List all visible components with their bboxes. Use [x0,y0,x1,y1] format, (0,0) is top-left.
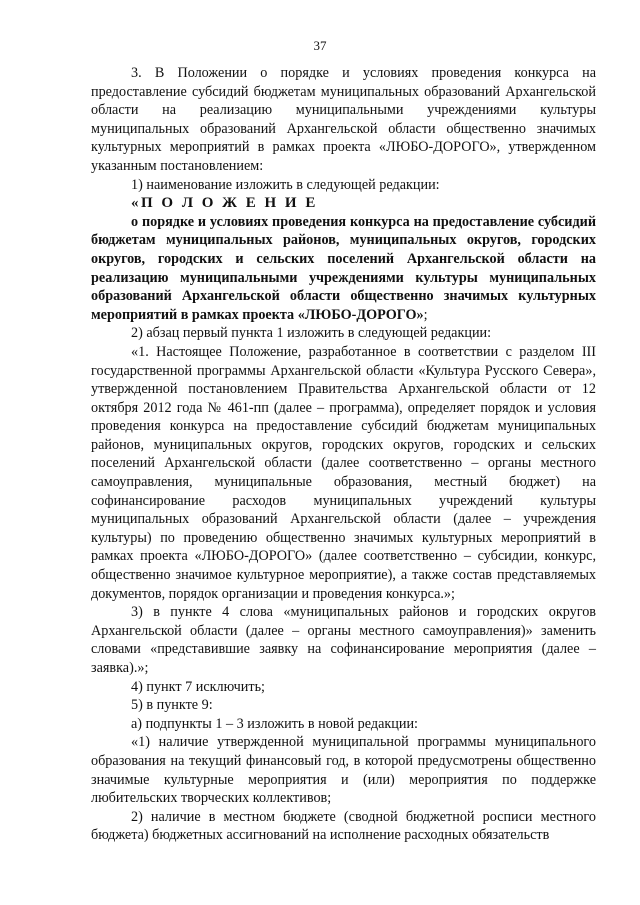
regulation-heading [91,194,596,324]
paragraph-subitem-2: 2) абзац первый пункта 1 изложить в следующей редакции: [131,325,492,342]
paragraph-subitem-4: 4) пункт 7 исключить; [131,678,265,695]
document-body [91,64,596,845]
heading-tail: ; [423,306,428,323]
paragraph-item-3: 3. В Положении о порядке и условиях проведения конкурса на предоставление субсидий бюджетам муниципальных образований Архангельской области на реализацию муниципальными учреждениями культуры муниципальных образований Архангельской области общественно значимых культурных мероприятий в рамках проекта «ЛЮБО-ДОРОГО», утвержденном указанным постановлением: [91,65,596,174]
paragraph-condition-2: 2) наличие в местном бюджете (сводной бюджетной росписи местного бюджета) бюджетных ассигнований на исполнение расходных обязательств [91,808,596,844]
heading-body [91,213,596,325]
page-number: 37 [313,38,327,53]
paragraph-subitem-3: 3) в пункте 4 слова «муниципальных районов и городских округов Архангельской области (далее – органы местного самоуправления)» заменить словами «представившие заявку на софинансирование мероприятия (далее – заявка).»; [91,604,596,676]
paragraph-subitem-1: 1) наименование изложить в следующей редакции: [131,176,440,193]
heading-title: «П О Л О Ж Е Н И Е [131,195,318,212]
paragraph-point-1-text: «1. Настоящее Положение, разработанное в соответствии с разделом III государственной программы Архангельской области «Культура Русского Севера», утвержденной постановлением Правительства Архангельской области от 12 октября 2012 года № 461-пп (далее – программа), определяет порядок и условия проведения конкурса на предоставление субсидий бюджетам муниципальных районов, муниципальных округов, городских округов, городских и сельских поселений Архангельской области (далее соответственно – органы местного самоуправления, муниципальные образования, местный бюджет) на софинансирование расходов муниципальных учреждений культуры муниципальных образований Архангельской области (далее – учреждения культуры) по проведению общественно значимых культурных мероприятий в рамках проекта «ЛЮБО-ДОРОГО» (далее соответственно – субсидии, конкурс, общественно значимое культурное мероприятие), а также состав представляемых документов, порядок организации и проведения конкурса.»; [91,343,596,602]
paragraph-subitem-a: а) подпункты 1 – 3 изложить в новой редакции: [131,715,418,732]
paragraph-condition-1: «1) наличие утвержденной муниципальной программы муниципального образования на текущий финансовый год, в которой предусмотрены общественно значимые культурные мероприятия и (или) мероприятия по поддержке любительских творческих коллективов; [91,734,596,807]
paragraph-subitem-5: 5) в пункте 9: [131,697,213,714]
heading-body-text: о порядке и условиях проведения конкурса на предоставление субсидий бюджетам муниципальных районов, муниципальных округов, городских округов, городских и сельских поселений Архангельской области на реализацию муниципальными учреждениями культуры муниципальных образований Архангельской области общественно значимых культурных мероприятий в рамках проекта «ЛЮБО-ДОРОГО» [91,213,596,323]
